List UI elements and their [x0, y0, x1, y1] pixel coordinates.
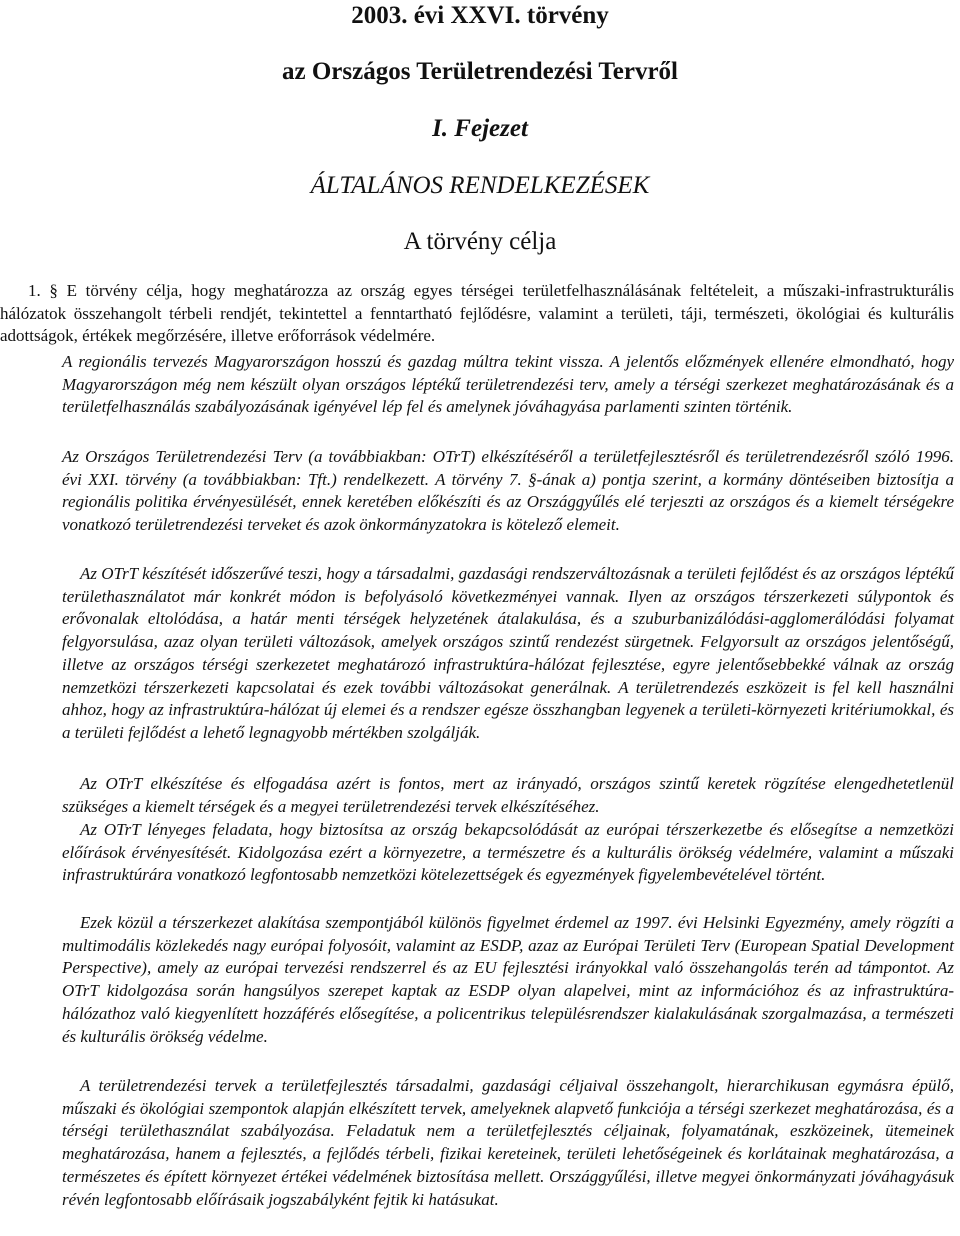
section-number: 1.: [28, 281, 41, 300]
law-title: az Országos Területrendezési Tervről: [281, 58, 678, 85]
paragraph-8: A területrendezési tervek a területfejlesztés társadalmi, gazdasági céljaival összehangolt, hierarchikusan egymásra épülő, műszaki és ökológiai szempontok alapján elkészített tervek, amelyeknek alapvető funkciója a térségi szerkezet meghatározása, és a térségi területhasználat szabályozása. Feladatuk nem a területfejlesztés céljainak, folyamatának, eszközeinek, ütemeinek meghatározása, hanem a fejlesztés, a fejlődés térbeli, fizikai kereteinek, területi lehetőségeinek és korlátainak meghatározása, a természetes és épített környezet értékei védelmének biztosítása mellett. Országgyűlési, illetve megyei önkormányzati jóváhagyásuk révén legfontosabb előírásaik jogszabályként fejtik ki hatásukat.: [62, 1076, 954, 1209]
paragraph-6: Az OTrT lényeges feladata, hogy biztosítsa az ország bekapcsolódását az európai térszerkezetbe és elősegítse a nemzetközi előírások érvényesítését. Kidolgozása ezért a környezetre, a természetre és a kulturális örökség védelmére, valamint a műszaki infrastruktúrára vonatkozó legfontosabb nemzetközi kötelezettségek és egyezmények figyelembevételével történt.: [62, 820, 954, 885]
paragraph-4: Az OTrT készítését időszerűvé teszi, hogy a társadalmi, gazdasági rendszerváltozásnak a területi fejlődést és az országos léptékű területhasználatot már konkrét módon is befolyásoló következményei vannak. Ilyen az országos térszerkezeti súlypontok és erővonalak eltolódása, a határ menti térségek helyzetének átalakulása, és a szuburbanizálódási-agglomerálódási folyamat felgyorsulása, azaz olyan területi változások, amelyek országos szintű rendezést sürgetnek. Felgyorsult az országos jelentőségű, illetve az országos térségi szerkezetet meghatározó infrastruktúra-hálózat fejlesztése, egyre jelentősebbekké válnak az ország nemzetközi térszerkezeti kapcsolatai és ezek további változásokat generálnak. A területrendezés eszközeit is fel kell használni ahhoz, hogy az infrastruktúra-hálózat új elemei és a rendszer egésze összhangban legyenek a területi-környezeti kritériumokkal, és a területi fejlődést a lehető legnagyobb mértékben szolgálják.: [62, 564, 954, 742]
paragraph-5: Az OTrT elkészítése és elfogadása azért is fontos, mert az irányadó, országos szintű keretek rögzítése elengedhetetlenül szükséges a kiemelt térségek és a megyei területrendezési tervek elkészítéséhez.: [62, 774, 954, 816]
law-heading: 2003. évi XXVI. törvény: [351, 2, 609, 29]
paragraph-1: [0, 280, 954, 348]
paragraph-1-text: § E törvény célja, hogy meghatározza az ország egyes térségei területfelhasználásának feltételeit, a műszaki-infrastrukturális hálózatok összehangolt térbeli rendjét, tekintettel a fenntartható fejlődésre, valamint a területi, táji, természeti, ökológiai és kulturális adottságok, értékek megőrzésére, illetve erőforrások védelmére.: [0, 281, 954, 346]
paragraph-7: Ezek közül a térszerkezet alakítása szempontjából különös figyelmet érdemel az 1997. évi Helsinki Egyezmény, amely rögzíti a multimodális közlekedés nagy európai folyosóit, valamint az ESDP, azaz az Európai Területi Terv (European Spatial Development Perspective), amely az európai tervezési rendszerrel és az EU fejlesztési irányokkal való összehangolás terén ad támpontot. Az OTrT kidolgozása során hangsúlyos szerepet kaptak az ESDP olyan alapelvei, mint az információhoz és az infrastruktúra-hálózathoz való kiegyenlített hozzáférés elősegítése, a policentrikus településrendszer kialakulásának szorgalmazása, a természeti és kulturális örökség védelme.: [62, 913, 954, 1046]
paragraph-2: A regionális tervezés Magyarországon hosszú és gazdag múltra tekint vissza. A jelentős előzmények ellenére elmondható, hogy Magyarországon még nem készült olyan országos léptékű területrendezési terv, amely a térségi szerkezet meghatározásának és a területfelhasználás szabályozásának igényével lép fel és amelynek jóváhagyása parlamenti szinten történik.: [62, 352, 954, 417]
chapter-heading: I. Fejezet: [432, 115, 528, 142]
section-title: A törvény célja: [403, 228, 557, 255]
paragraph-3: Az Országos Területrendezési Terv (a továbbiakban: OTrT) elkészítéséről a területfejlesztésről és területrendezésről szóló 1996. évi XXI. törvény (a továbbiakban: Tft.) rendelkezett. A törvény 7. §-ának a) pontja szerint, a kormány döntéseiben biztosítja a regionális politika érvényesülését, ennek keretében előkészíti és az Országgyűlés elé terjeszti az országos és a kiemelt térségekre vonatkozó területrendezési terveket és azok önkormányzatokra is kötelező elemeit.: [62, 447, 954, 535]
chapter-title: ÁLTALÁNOS RENDELKEZÉSEK: [310, 172, 650, 199]
